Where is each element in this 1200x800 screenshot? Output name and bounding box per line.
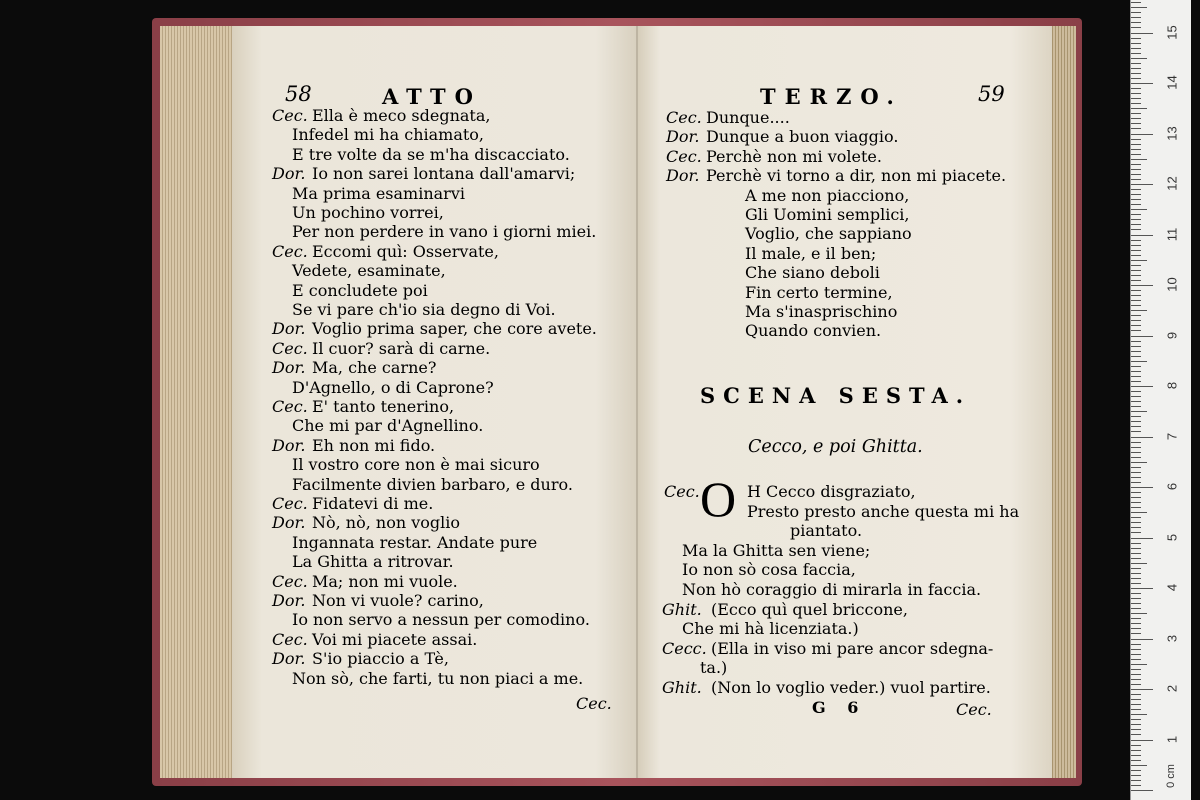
text-line: Se vi pare ch'io sia degno di Voi. [292, 300, 556, 319]
ruler-tick [1131, 214, 1141, 215]
speaker-label: Dor. [272, 164, 306, 184]
text-line: Voi mi piacete assai. [312, 629, 478, 649]
measuring-ruler [1130, 0, 1191, 800]
text-line: Perchè vi torno a dir, non mi piacete. [706, 166, 1007, 186]
ruler-tick [1131, 209, 1147, 210]
ruler-tick [1131, 734, 1141, 735]
speaker-label: Dor. [272, 358, 306, 378]
ruler-tick [1131, 740, 1153, 741]
text-line: Fin certo termine, [745, 282, 893, 302]
ruler-tick [1131, 633, 1141, 634]
ruler-tick [1131, 144, 1141, 145]
ruler-tick [1131, 315, 1141, 316]
ruler-tick [1131, 790, 1153, 791]
ruler-tick [1131, 553, 1141, 554]
ruler-tick [1131, 139, 1141, 140]
text-line: Quando convien. [745, 321, 882, 341]
ruler-tick [1131, 406, 1141, 407]
ruler-tick [1131, 755, 1141, 756]
ruler-tick [1131, 260, 1147, 261]
text-line: Ingannata restar. Andate pure [292, 532, 538, 552]
ruler-tick [1131, 376, 1141, 377]
right-page-number: 59 [978, 82, 1005, 106]
ruler-tick [1131, 532, 1141, 533]
ruler-tick [1131, 714, 1147, 715]
text-line: Per non perdere in vano i giorni miei. [292, 222, 597, 242]
ruler-tick [1131, 123, 1141, 124]
text-line: Ma, che carne? [312, 358, 437, 378]
ruler-tick [1131, 709, 1141, 710]
ruler-number: 9 [1164, 331, 1180, 339]
ruler-number: 4 [1164, 583, 1180, 592]
text-line: Dunque a buon viaggio. [706, 127, 899, 147]
ruler-tick [1131, 229, 1141, 230]
ruler-tick [1131, 240, 1141, 241]
ruler-tick [1131, 149, 1141, 150]
speaker-label: Dor. [272, 319, 306, 339]
speaker-label: Cec. [272, 397, 308, 416]
text-line: Non sò, che farti, tu non piaci a me. [292, 668, 584, 688]
ruler-tick [1131, 568, 1141, 569]
text-line: Vedete, esaminate, [292, 261, 446, 281]
ruler-tick [1131, 280, 1141, 281]
ruler-number: 11 [1164, 227, 1180, 241]
text-line: (Ecco quì quel briccone, [711, 599, 908, 619]
text-line: Gli Uomini semplici, [745, 205, 910, 224]
ruler-tick [1131, 154, 1141, 155]
ruler-tick [1131, 184, 1153, 185]
text-line: E tre volte da se m'ha discacciato. [292, 144, 570, 164]
speaker-label: Cec. [666, 146, 702, 166]
ruler-tick [1131, 416, 1141, 417]
speaker-label: Cec. [666, 108, 702, 127]
ruler-tick [1131, 7, 1147, 8]
ruler-number: 2 [1164, 684, 1180, 693]
ruler-tick [1131, 295, 1141, 296]
ruler-tick [1131, 118, 1141, 119]
text-line: Nò, nò, non voglio [312, 513, 461, 533]
ruler-tick [1131, 63, 1141, 64]
ruler-tick [1131, 462, 1147, 463]
ruler-tick [1131, 265, 1141, 266]
text-line: Non hò coraggio di mirarla in faccia. [682, 580, 982, 599]
speaker-label: Cec. [272, 338, 308, 358]
ruler-tick [1131, 785, 1141, 786]
ruler-tick [1131, 361, 1147, 362]
ruler-tick [1131, 598, 1141, 599]
text-line: Il cuor? sarà di carne. [312, 338, 491, 358]
left-page-number: 58 [285, 82, 312, 106]
ruler-tick [1131, 325, 1141, 326]
ruler-tick [1131, 765, 1147, 766]
text-line: Infedel mi ha chiamato, [292, 125, 485, 145]
ruler-number: 14 [1164, 75, 1180, 90]
ruler-tick [1131, 341, 1141, 342]
ruler-tick [1131, 679, 1141, 680]
ruler-tick [1131, 169, 1141, 170]
ruler-tick [1131, 22, 1141, 23]
ruler-tick [1131, 684, 1141, 685]
ruler-tick [1131, 93, 1141, 94]
ruler-tick [1131, 12, 1141, 13]
text-line: Presto presto anche questa mi ha [747, 501, 1020, 521]
speaker-label: Cecc. [662, 638, 707, 658]
ruler-tick [1131, 401, 1141, 402]
text-line: (Ella in viso mi pare ancor sdegna- [711, 638, 994, 658]
text-line: Fidatevi di me. [312, 494, 434, 513]
text-line: piantato. [790, 521, 863, 541]
right-running-head: TERZO. [760, 84, 903, 109]
ruler-tick [1131, 310, 1147, 311]
ruler-tick [1131, 694, 1141, 695]
ruler-tick [1131, 134, 1153, 135]
ruler-tick [1131, 674, 1141, 675]
ruler-tick [1131, 437, 1153, 438]
text-line: Ma s'inasprischino [745, 302, 898, 321]
text-line: Io non sarei lontana dall'amarvi; [312, 164, 576, 184]
ruler-tick [1131, 593, 1141, 594]
text-line: Facilmente divien barbaro, e duro. [292, 474, 573, 494]
ruler-tick [1131, 204, 1141, 205]
ruler-tick [1131, 573, 1141, 574]
ruler-tick [1131, 689, 1153, 690]
ruler-tick [1131, 472, 1141, 473]
text-line: Eccomi quì: Osservate, [312, 241, 499, 261]
text-line: Ma; non mi vuole. [312, 571, 458, 591]
ruler-tick [1131, 522, 1141, 523]
text-line: A me non piacciono, [745, 185, 910, 205]
ruler-unit: 0 cm [1164, 764, 1177, 788]
ruler-tick [1131, 381, 1141, 382]
ruler-tick [1131, 487, 1153, 488]
ruler-tick [1131, 366, 1141, 367]
ruler-tick [1131, 103, 1141, 104]
text-line: Il vostro core non è mai sicuro [292, 455, 540, 475]
ruler-tick [1131, 603, 1141, 604]
ruler-tick [1131, 664, 1147, 665]
text-line: H Cecco disgraziato, [747, 482, 916, 501]
ruler-tick [1131, 770, 1141, 771]
ruler-tick [1131, 179, 1141, 180]
ruler-tick [1131, 421, 1141, 422]
ruler-tick [1131, 426, 1141, 427]
ruler-tick [1131, 628, 1141, 629]
ruler-tick [1131, 219, 1141, 220]
ruler-tick [1131, 38, 1141, 39]
ruler-tick [1131, 73, 1141, 74]
ruler-tick [1131, 558, 1141, 559]
text-line: Io non sò cosa faccia, [682, 560, 856, 580]
ruler-tick [1131, 346, 1141, 347]
ruler-tick [1131, 270, 1141, 271]
ruler-tick [1131, 512, 1147, 513]
ruler-tick [1131, 538, 1153, 539]
text-line: E concludete poi [292, 280, 428, 300]
ruler-tick [1131, 548, 1141, 549]
ruler-tick [1131, 704, 1141, 705]
scene-characters: Cecco, e poi Ghitta. [748, 437, 923, 457]
ruler-tick [1131, 336, 1153, 337]
scene-heading: SCENA SESTA. [700, 383, 972, 408]
ruler-tick [1131, 300, 1141, 301]
ruler-tick [1131, 2, 1141, 3]
ruler-tick [1131, 527, 1141, 528]
ruler-tick [1131, 760, 1141, 761]
ruler-tick [1131, 194, 1141, 195]
ruler-tick [1131, 83, 1153, 84]
ruler-tick [1131, 699, 1141, 700]
ruler-tick [1131, 507, 1141, 508]
ruler-tick [1131, 517, 1141, 518]
ruler-tick [1131, 68, 1141, 69]
ruler-tick [1131, 457, 1141, 458]
text-line: Ma prima esaminarvi [292, 183, 465, 203]
ruler-tick [1131, 320, 1141, 321]
ruler-tick [1131, 411, 1147, 412]
ruler-tick [1131, 386, 1153, 387]
ruler-tick [1131, 33, 1153, 34]
ruler-tick [1131, 305, 1141, 306]
ruler-tick [1131, 330, 1141, 331]
ruler-tick [1131, 502, 1141, 503]
ruler-tick [1131, 654, 1141, 655]
ruler-tick [1131, 467, 1141, 468]
text-line: Un pochino vorrei, [292, 203, 444, 222]
ruler-tick [1131, 391, 1141, 392]
ruler-tick [1131, 245, 1141, 246]
ruler-number: 1 [1164, 735, 1180, 743]
speaker-label: Dor. [272, 435, 306, 455]
page-edges-right [1050, 26, 1076, 778]
speaker-label: Ghit. [662, 678, 702, 697]
text-line: D'Agnello, o di Caprone? [292, 377, 494, 397]
ruler-tick [1131, 639, 1153, 640]
ruler-number: 15 [1164, 24, 1180, 40]
ruler-number: 8 [1164, 381, 1180, 390]
ruler-tick [1131, 649, 1141, 650]
text-line: Il male, e il ben; [745, 243, 877, 263]
ruler-tick [1131, 199, 1141, 200]
ruler-tick [1131, 43, 1141, 44]
text-line: Eh non mi fido. [312, 435, 436, 455]
ruler-number: 7 [1164, 432, 1180, 440]
ruler-tick [1131, 351, 1141, 352]
ruler-tick [1131, 275, 1141, 276]
ruler-tick [1131, 477, 1141, 478]
ruler-tick [1131, 255, 1141, 256]
ruler-tick [1131, 108, 1147, 109]
text-line: (Non lo voglio veder.) vuol partire. [711, 678, 991, 697]
ruler-number: 12 [1164, 176, 1180, 191]
text-line: Perchè non mi volete. [706, 146, 882, 166]
ruler-tick [1131, 623, 1141, 624]
ruler-tick [1131, 98, 1141, 99]
left-catchword: Cec. [576, 694, 612, 713]
left-running-head: ATTO [382, 84, 482, 109]
text-line: Ella è meco sdegnata, [312, 106, 491, 125]
ruler-tick [1131, 482, 1141, 483]
ruler-tick [1131, 780, 1141, 781]
text-line: La Ghitta a ritrovar. [292, 552, 454, 572]
ruler-tick [1131, 492, 1141, 493]
ruler-tick [1131, 543, 1141, 544]
ruler-tick [1131, 285, 1153, 286]
ruler-tick [1131, 53, 1141, 54]
text-line: Non vi vuole? carino, [312, 591, 484, 610]
ruler-number: 13 [1164, 125, 1180, 141]
ruler-tick [1131, 775, 1141, 776]
ruler-tick [1131, 159, 1147, 160]
text-line: E' tanto tenerino, [312, 397, 455, 416]
ruler-tick [1131, 356, 1141, 357]
ruler-tick [1131, 235, 1153, 236]
ruler-number: 3 [1164, 634, 1180, 642]
speaker-label: Cec. [272, 571, 308, 591]
text-line: Voglio, che sappiano [745, 224, 912, 244]
speaker-label: Dor. [666, 166, 700, 186]
ruler-tick [1131, 431, 1141, 432]
ruler-tick [1131, 17, 1141, 18]
speaker-label: Cec. [272, 494, 308, 513]
text-line: Che mi hà licenziata.) [682, 619, 859, 639]
ruler-tick [1131, 613, 1147, 614]
text-line: Voglio prima saper, che core avete. [312, 319, 597, 339]
ruler-tick [1131, 58, 1147, 59]
scene-first-speaker: Cec. [664, 482, 700, 501]
ruler-tick [1131, 447, 1141, 448]
ruler-tick [1131, 588, 1153, 589]
ruler-tick [1131, 750, 1141, 751]
ruler-tick [1131, 78, 1141, 79]
ruler-tick [1131, 290, 1141, 291]
ruler-tick [1131, 442, 1141, 443]
ruler-tick [1131, 224, 1141, 225]
ruler-tick [1131, 27, 1141, 28]
ruler-tick [1131, 644, 1141, 645]
ruler-tick [1131, 563, 1147, 564]
text-line: Dunque.... [706, 108, 790, 127]
page-edges-left [160, 26, 240, 778]
speaker-label: Cec. [272, 241, 308, 261]
ruler-tick [1131, 88, 1141, 89]
ruler-number: 5 [1164, 533, 1180, 541]
signature-mark: G 6 [812, 698, 867, 717]
speaker-label: Dor. [272, 513, 306, 533]
text-line: Che siano deboli [745, 263, 880, 283]
ruler-tick [1131, 396, 1141, 397]
speaker-label: Cec. [272, 106, 308, 125]
text-line: ta.) [700, 658, 728, 678]
ruler-tick [1131, 128, 1141, 129]
ruler-tick [1131, 497, 1141, 498]
ruler-tick [1131, 250, 1141, 251]
ruler-tick [1131, 719, 1141, 720]
speaker-label: Dor. [666, 127, 700, 147]
text-line: Io non servo a nessun per comodino. [292, 610, 590, 630]
ruler-tick [1131, 669, 1141, 670]
ruler-tick [1131, 174, 1141, 175]
ruler-tick [1131, 659, 1141, 660]
text-line: Ma la Ghitta sen viene; [682, 540, 871, 560]
ruler-tick [1131, 189, 1141, 190]
ruler-tick [1131, 371, 1141, 372]
ruler-tick [1131, 745, 1141, 746]
ruler-tick [1131, 113, 1141, 114]
speaker-label: Cec. [272, 629, 308, 649]
text-line: S'io piaccio a Tè, [312, 649, 449, 669]
text-line: Che mi par d'Agnellino. [292, 416, 484, 436]
ruler-tick [1131, 452, 1141, 453]
speaker-label: Dor. [272, 591, 306, 610]
ruler-tick [1131, 164, 1141, 165]
ruler-tick [1131, 618, 1141, 619]
speaker-label: Ghit. [662, 599, 702, 619]
right-catchword: Cec. [956, 700, 992, 719]
ruler-tick [1131, 48, 1141, 49]
ruler-tick [1131, 578, 1141, 579]
drop-cap: O [700, 471, 737, 527]
ruler-tick [1131, 583, 1141, 584]
ruler-tick [1131, 724, 1141, 725]
ruler-tick [1131, 608, 1141, 609]
ruler-tick [1131, 729, 1141, 730]
speaker-label: Dor. [272, 649, 306, 669]
ruler-number: 6 [1164, 482, 1180, 491]
ruler-number: 10 [1164, 277, 1180, 292]
